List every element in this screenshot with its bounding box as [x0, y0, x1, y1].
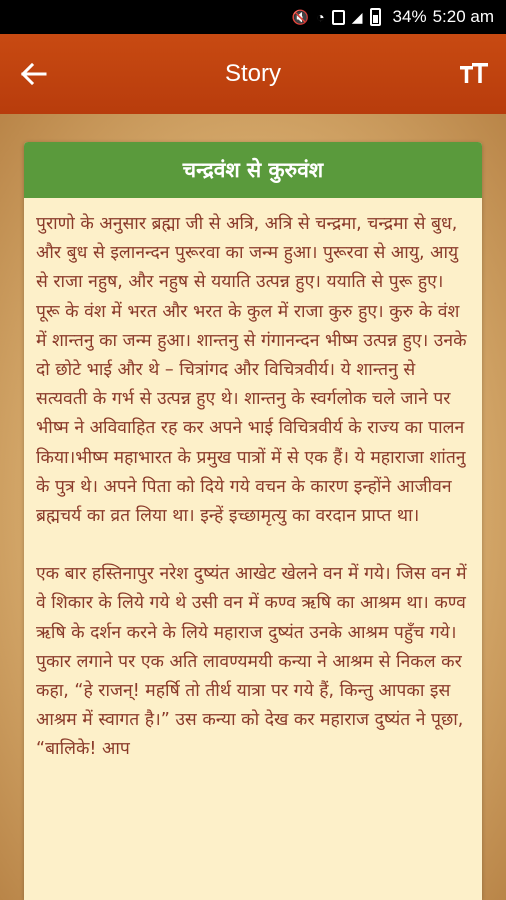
story-paragraph: पुराणो के अनुसार ब्रह्मा जी से अत्रि, अत्रि से चन्द्रमा, चन्द्रमा से बुध, और बुध से इलानन्दन पुरूरवा का जन्म हुआ। पुरूरवा से आयु, आयु से राजा नहुष, और नहुष से ययाति उत्पन्न हुए। ययाति से पुरू हुए। पूरू के वंश में भरत और भरत के कुल में राजा कुरु हुए। कुरु के वंश में शान्तनु का जन्म हुआ। शान्तनु से गंगानन्दन भीष्म उत्पन्न हुए। उनके दो छोटे भाई और थे – चित्रांगद और विचित्रवीर्य। ये शान्तनु से सत्यवती के गर्भ से उत्पन्न हुए थे। शान्तनु के स्वर्गलोक चले जाने पर भीष्म ने अविवाहित रह कर अपने भाई विचित्रवीर्य के राज्य का पालन किया।भीष्म महाभारत के प्रमुख पात्रों में से एक हैं। ये महाराजा शांतनु के पुत्र थे। अपने पिता को दिये गये वचन के कारण इन्होंने आजीवन ब्रह्मचर्य का व्रत लिया था। इन्हें इच्छामृत्यु का वरदान प्राप्त था।: [36, 214, 467, 527]
battery-percent: 34%: [392, 7, 427, 26]
back-button[interactable]: [14, 54, 54, 94]
font-size-button[interactable]: [456, 56, 492, 92]
story-heading: चन्द्रवंश से कुरुवंश: [182, 158, 324, 182]
story-card[interactable]: [24, 142, 482, 900]
app-bar: [0, 34, 506, 114]
wifi-icon: ◔: [316, 9, 325, 25]
status-bar: [0, 0, 506, 34]
clock: 5:20 am: [432, 7, 494, 26]
signal-icon: ◢: [351, 8, 363, 25]
page-title: Story: [224, 60, 281, 87]
sim-icon: [332, 10, 345, 25]
story-paragraph: एक बार हस्तिनापुर नरेश दुष्यंत आखेट खेलने वन में गये। जिस वन में वे शिकार के लिये गये थे उसी वन में कण्व ऋषि का आश्रम था। कण्व ऋषि के दर्शन करने के लिये महाराज दुष्यंत उनके आश्रम पहुँच गये। पुकार लगाने पर एक अति लावण्यमयी कन्या ने आश्रम से निकल कर कहा, “हे राजन्! महर्षि तो तीर्थ यात्रा पर गये हैं, किन्तु आपका इस आश्रम में स्वागत है।” उस कन्या को देख कर महाराज दुष्यंत ने पूछा, “बालिके! आप: [36, 564, 467, 760]
arrow-left-icon: [21, 63, 47, 85]
status-icons: [292, 8, 381, 26]
story-body: [24, 198, 482, 765]
battery-icon: [370, 8, 381, 26]
text-size-icon: [460, 63, 488, 85]
scroll-fade: [24, 870, 482, 900]
story-header: [24, 142, 482, 198]
mute-icon: 🔇: [291, 8, 310, 25]
